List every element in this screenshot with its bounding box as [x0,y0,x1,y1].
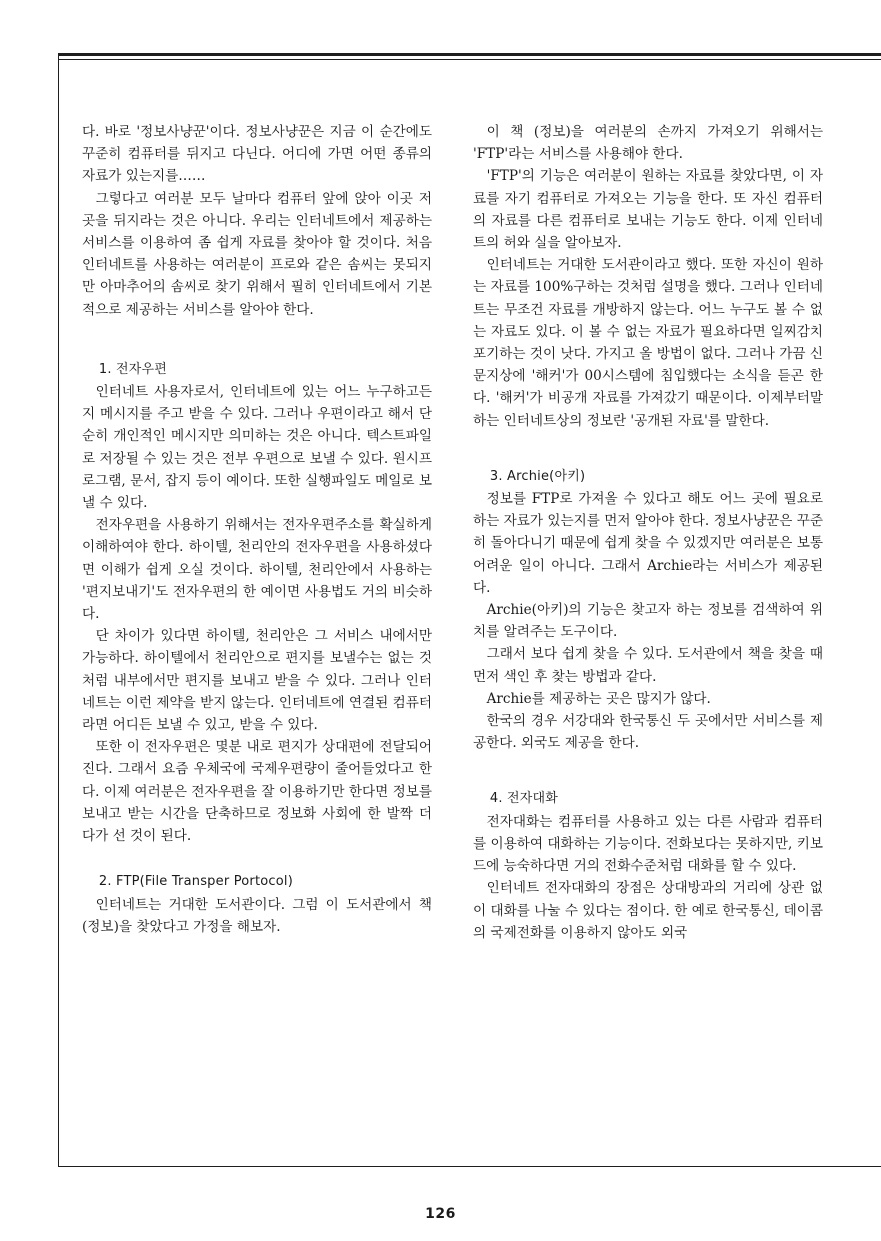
paragraph: Archie(아키)의 기능은 찾고자 하는 정보를 검색하여 위치를 알려주는 도구이다. [473,602,823,641]
right-text-column [473,121,823,944]
top-border-rule-thin [58,59,881,60]
paragraph: 인터네트는 거대한 도서관이다. 그럼 이 도서관에서 책 (정보)을 찾았다고 가정을 해보자. [82,896,432,935]
left-text-column [82,121,432,938]
left-border-rule [58,53,59,1167]
top-border-rule [58,53,881,56]
bottom-border-rule [58,1166,881,1167]
paragraph: 이 책 (정보)을 여러분의 손까지 가져오기 위해서는 'FTP'라는 서비스를 사용해야 한다. [473,124,823,163]
paragraph: 전자대화는 컴퓨터를 사용하고 있는 다른 사람과 컴퓨터를 이용하여 대화하는 기능이다. 전화보다는 못하지만, 키보드에 능숙하다면 거의 전화수준처럼 대화를 할 수 있다. [473,813,823,875]
paragraph: 인터네트는 거대한 도서관이라고 했다. 또한 자신이 원하는 자료를 100%구하는 것처럼 설명을 했다. 그러나 인터네트는 무조건 자료를 개방하지 않는다. 어느 누구도 볼 수 없는 자료도 있다. 이 볼 수 없는 자료가 필요하다면 일찌감치 포기하는 것이 낫다. 가지고 올 방법이 없다. 그러나 가끔 신문지상에 '해커'가 00시스템에 침입했다는 소식을 듣곤 한다. '해커'가 비공개 자료를 가져갔기 때문이다. 이제부터말하는 인터네트상의 정보란 '공개된 자료'를 말한다. [473,257,823,429]
section-heading-email: 1. 전자우편 [98,361,168,377]
paragraph: 그렇다고 여러분 모두 날마다 컴퓨터 앞에 앉아 이곳 저곳을 뒤지라는 것은 아니다. 우리는 인터네트에서 제공하는 서비스를 이용하여 좀 쉽게 자료를 찾아야 할 것이다. 처음 인터네트를 사용하는 여러분이 프로와 같은 솜씨는 못되지만 아마추어의 솜씨로 찾기 위해서 필히 인터네트에서 기본적으로 제공하는 서비스를 알아야 한다. [82,190,432,318]
paragraph: 정보를 FTP로 가져올 수 있다고 해도 어느 곳에 필요로 하는 자료가 있는지를 먼저 알아야 한다. 정보사냥꾼은 꾸준히 돌아다니기 때문에 쉽게 찾을 수 있겠지만 여러분은 보통 어려운 일이 아니다. 그래서 Archie라는 서비스가 제공된다. [473,491,823,596]
paragraph: 그래서 보다 쉽게 찾을 수 있다. 도서관에서 책을 찾을 때 먼저 색인 후 찾는 방법과 같다. [473,646,823,685]
paragraph: 'FTP'의 기능은 여러분이 원하는 자료를 찾았다면, 이 자료를 자기 컴퓨터로 가져오는 기능을 한다. 또 자신 컴퓨터의 자료를 다른 컴퓨터로 보내는 기능도 한다. 이제 인터네트의 허와 실을 알아보자. [473,168,823,252]
page-number: 126 [425,1206,456,1222]
section-heading-ftp: 2. FTP(File Transper Portocol) [98,874,294,890]
section-heading-chat: 4. 전자대화 [489,791,559,807]
paragraph: 한국의 경우 서강대와 한국통신 두 곳에서만 서비스를 제공한다. 외국도 제공을 한다. [473,713,823,752]
paragraph: 인터네트 전자대화의 장점은 상대방과의 거리에 상관 없이 대화를 나눌 수 있다는 점이다. 한 예로 한국통신, 데이콤의 국제전화를 이용하지 않아도 외국 [473,880,823,941]
paragraph: 전자우편을 사용하기 위해서는 전자우편주소를 확실하게 이해하여야 한다. 하이텔, 천리안의 전자우편을 사용하셨다면 이해가 쉽게 오실 것이다. 하이텔, 천리안에서 사용하는 '편지보내기'도 전자우편의 한 예이면 사용법도 거의 비슷하다. [82,517,432,623]
paragraph: 또한 이 전자우편은 몇분 내로 편지가 상대편에 전달되어 진다. 그래서 요즘 우체국에 국제우편량이 줄어들었다고 한다. 이제 여러분은 전자우편을 잘 이용하기만 한다면 정보를 보내고 받는 시간을 단축하므로 정보화 사회에 한 발짝 더 다가 선 것이 된다. [82,739,432,845]
section-heading-archie: 3. Archie(아키) [489,468,586,484]
paragraph: 인터네트 사용자로서, 인터네트에 있는 어느 누구하고든지 메시지를 주고 받을 수 있다. 그러나 우편이라고 해서 단순히 개인적인 메시지만 의미하는 것은 아니다. 텍스트파일로 저장될 수 있는 것은 전부 우편으로 보낼 수 있다. 원시프로그램, 문서, 잡지 등이 예이다. 또한 실행파일도 메일로 보낼 수 있다. [82,384,432,512]
paragraph: 단 차이가 있다면 하이텔, 천리안은 그 서비스 내에서만 가능하다. 하이텔에서 천리안으로 편지를 보낼수는 없는 것처럼 내부에서만 편지를 보내고 받을 수 있다. 그러나 인터네트는 이런 제약을 받지 않는다. 인터네트에 연결된 컴퓨터라면 어디든 보낼 수 있고, 받을 수 있다. [82,628,432,734]
paragraph: 다. 바로 '정보사냥꾼'이다. 정보사냥꾼은 지금 이 순간에도 꾸준히 컴퓨터를 뒤지고 다닌다. 어디에 가면 어떤 종류의 자료가 있는지를…… [82,124,432,185]
paragraph: Archie를 제공하는 곳은 많지가 않다. [486,690,711,707]
